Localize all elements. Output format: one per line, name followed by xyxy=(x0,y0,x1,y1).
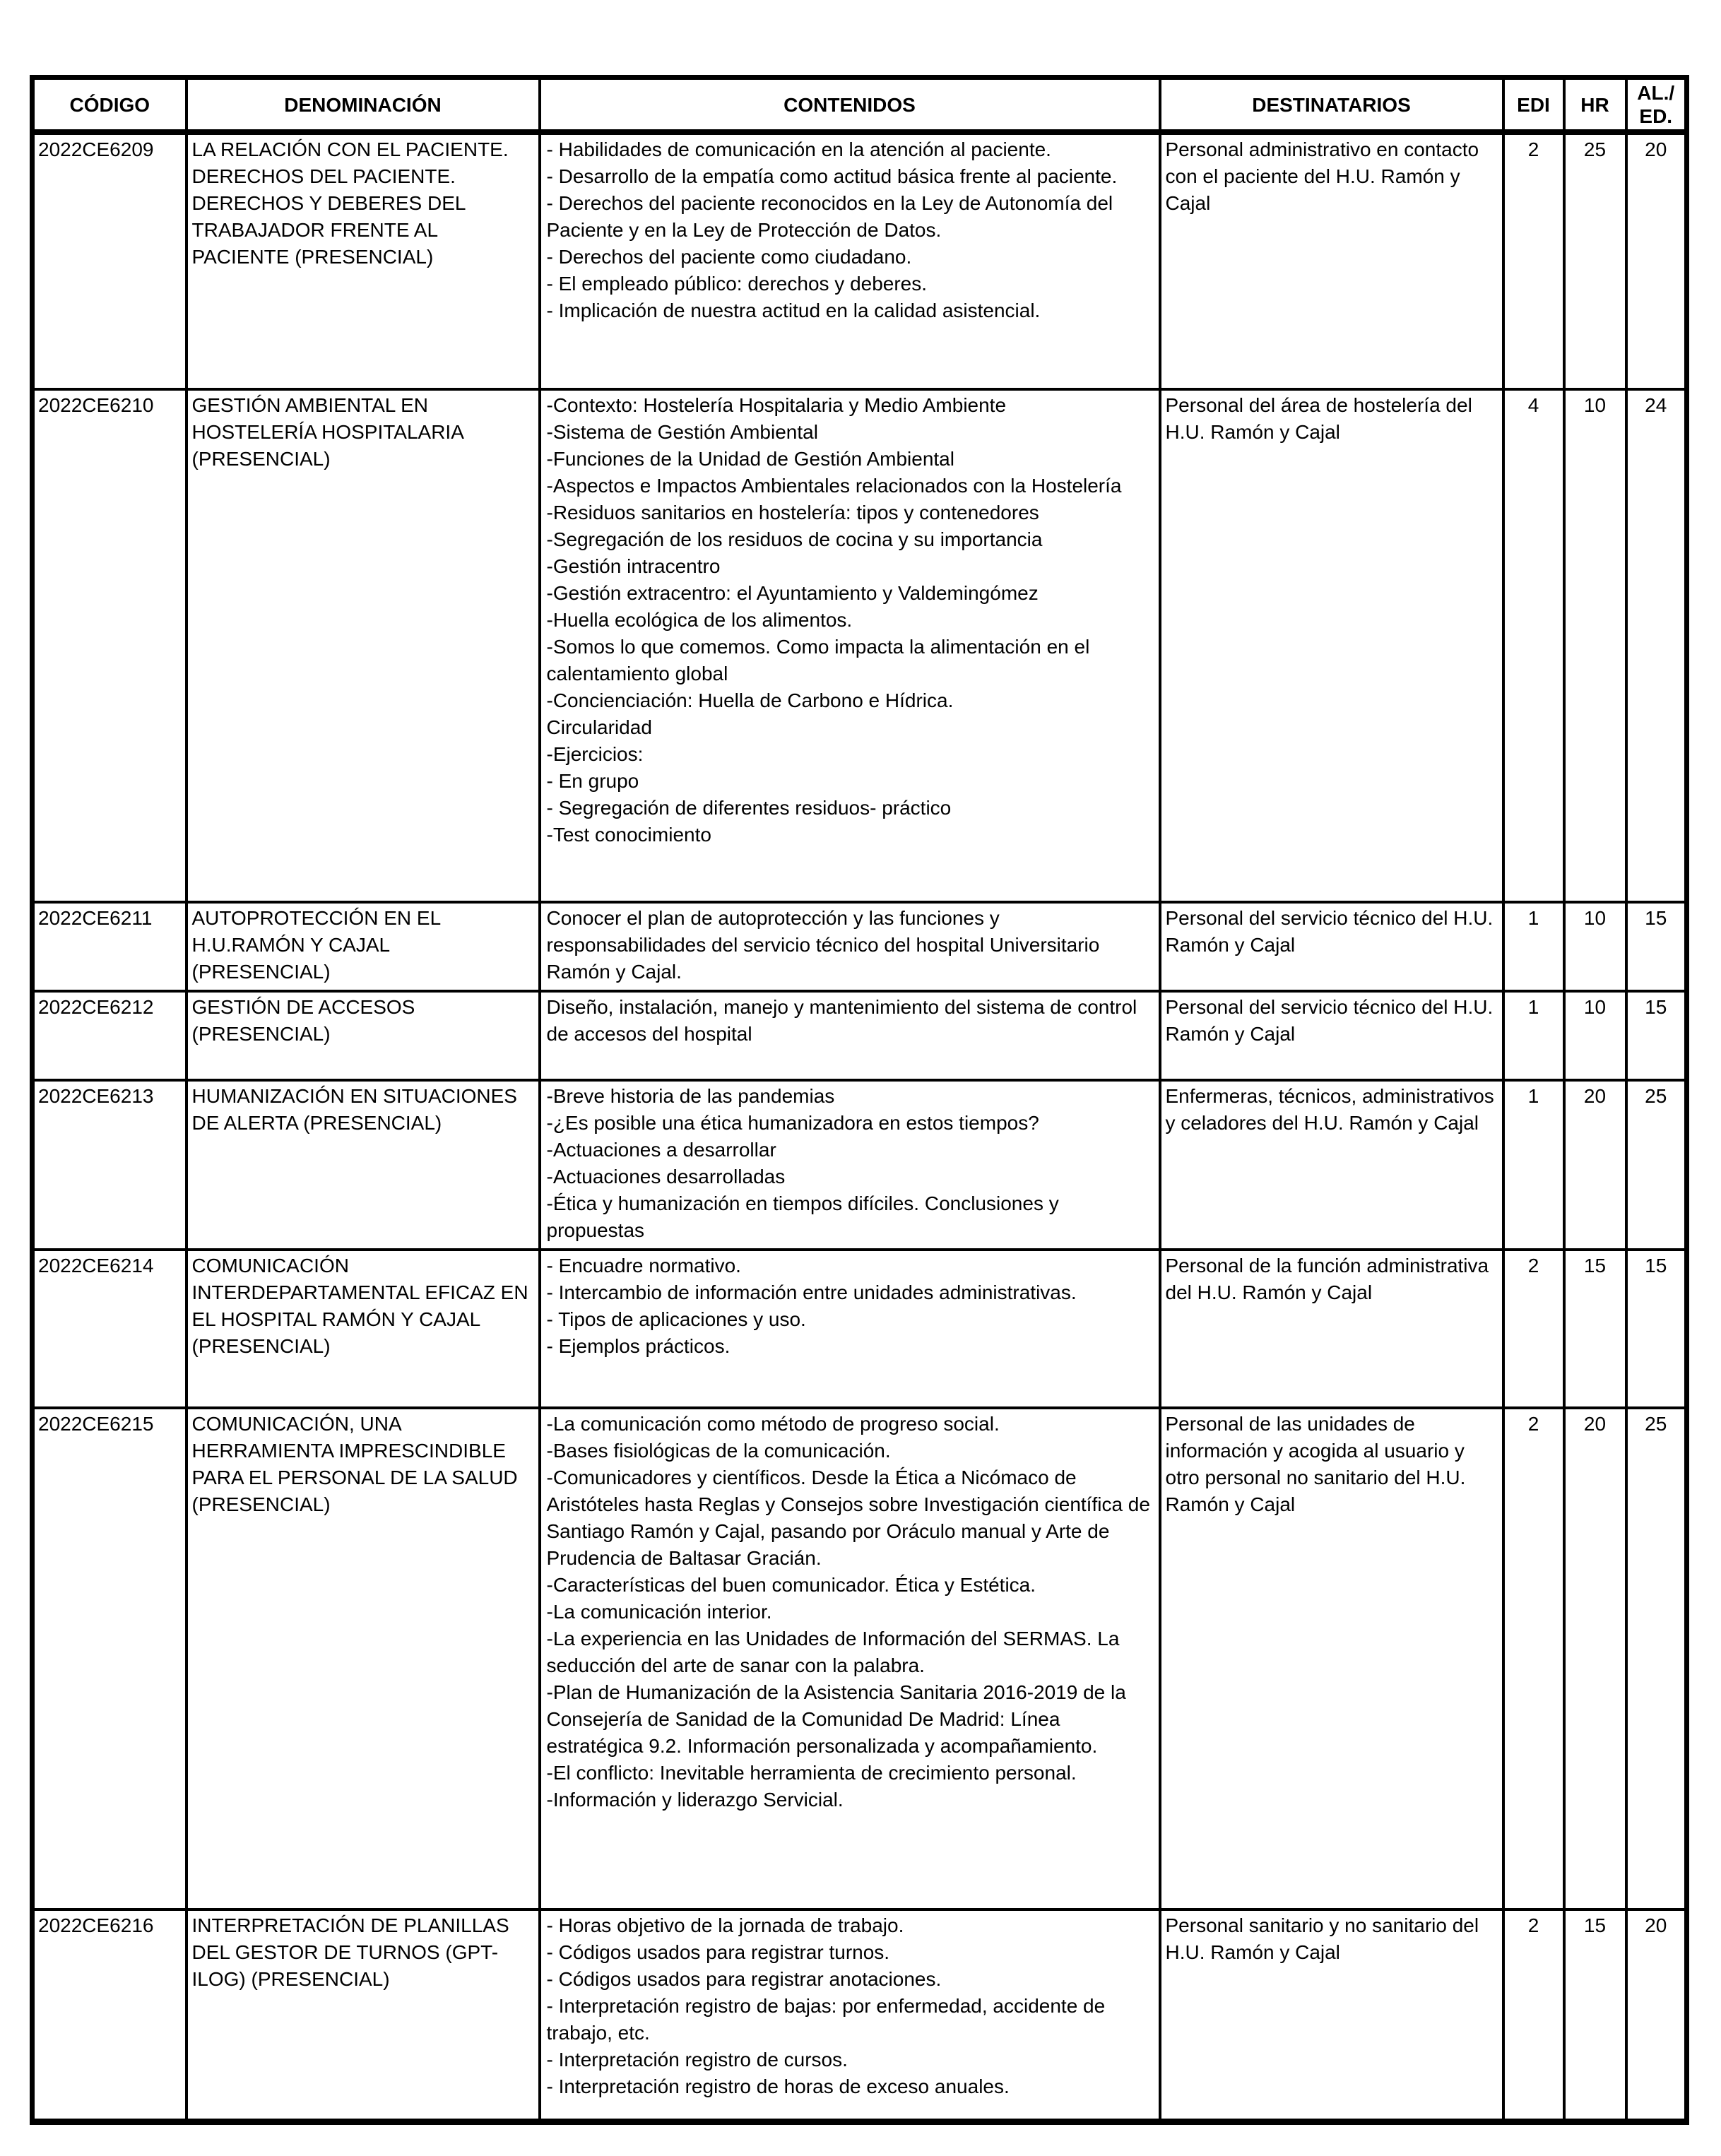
hr-cell: 20 xyxy=(1564,1080,1626,1250)
edi-cell: 1 xyxy=(1503,1080,1564,1250)
contenido-line: -Plan de Humanización de la Asistencia Sanitaria 2016-2019 de la Consejería de Sanidad de la Comunidad De Madrid: Línea estratégica 9.2. Información personalizada y acompañamiento. xyxy=(546,1681,1126,1757)
contenido-line: -Residuos sanitarios en hostelería: tipos y contenedores xyxy=(546,502,1039,523)
hr-cell: 10 xyxy=(1564,991,1626,1080)
table-row xyxy=(32,132,1687,389)
contenido-line: -Huella ecológica de los alimentos. xyxy=(546,609,853,631)
al-ed-cell: 15 xyxy=(1626,991,1687,1080)
contenido-line: Conocer el plan de autoprotección y las funciones y responsabilidades del servicio técnico del hospital Universitario Ramón y Cajal. xyxy=(546,907,1100,983)
contenido-line: - Desarrollo de la empatía como actitud básica frente al paciente. xyxy=(546,165,1118,187)
contenido-line: - En grupo xyxy=(546,770,639,792)
codigo-cell: 2022CE6213 xyxy=(32,1080,187,1250)
contenido-line: -Gestión extracentro: el Ayuntamiento y Valdemingómez xyxy=(546,582,1039,604)
edi-cell: 2 xyxy=(1503,1250,1564,1408)
contenidos-cell xyxy=(540,902,1160,991)
hr-cell: 20 xyxy=(1564,1408,1626,1909)
hr-cell: 25 xyxy=(1564,132,1626,389)
contenido-line: - Segregación de diferentes residuos- práctico xyxy=(546,797,952,819)
contenido-line: -Segregación de los residuos de cocina y su importancia xyxy=(546,528,1043,550)
edi-cell: 1 xyxy=(1503,991,1564,1080)
contenido-line: -Ética y humanización en tiempos difíciles. Conclusiones y propuestas xyxy=(546,1192,1059,1241)
contenido-line: -Gestión intracentro xyxy=(546,555,721,577)
destinatarios-cell: Enfermeras, técnicos, administrativos y celadores del H.U. Ramón y Cajal xyxy=(1160,1080,1503,1250)
contenido-line: - Encuadre normativo. xyxy=(546,1255,741,1277)
edi-cell: 4 xyxy=(1503,389,1564,902)
hr-cell: 10 xyxy=(1564,902,1626,991)
edi-cell: 2 xyxy=(1503,1909,1564,2121)
header-hr: HR xyxy=(1564,78,1626,133)
codigo-cell: 2022CE6209 xyxy=(32,132,187,389)
contenido-line: -Comunicadores y científicos. Desde la Ética a Nicómaco de Aristóteles hasta Reglas y Consejos sobre Investigación científica de Santiago Ramón y Cajal, pasando por Oráculo manual y Arte de Prudencia de Baltasar Gracián. xyxy=(546,1467,1150,1569)
table-row xyxy=(32,389,1687,902)
denominacion-cell: INTERPRETACIÓN DE PLANILLAS DEL GESTOR DE TURNOS (GPT-ILOG) (PRESENCIAL) xyxy=(187,1909,540,2121)
header-al-ed: AL./ ED. xyxy=(1626,78,1687,133)
contenido-line: - Derechos del paciente reconocidos en la Ley de Autonomía del Paciente y en la Ley de Protección de Datos. xyxy=(546,192,1113,241)
contenido-line: -Contexto: Hostelería Hospitalaria y Medio Ambiente xyxy=(546,394,1007,416)
contenido-line: - Códigos usados para registrar anotaciones. xyxy=(546,1968,942,1990)
edi-cell: 1 xyxy=(1503,902,1564,991)
denominacion-cell: COMUNICACIÓN INTERDEPARTAMENTAL EFICAZ EN EL HOSPITAL RAMÓN Y CAJAL (PRESENCIAL) xyxy=(187,1250,540,1408)
contenido-line: - Implicación de nuestra actitud en la calidad asistencial. xyxy=(546,300,1041,321)
contenido-line: -Información y liderazgo Servicial. xyxy=(546,1789,844,1811)
codigo-cell: 2022CE6210 xyxy=(32,389,187,902)
denominacion-cell: COMUNICACIÓN, UNA HERRAMIENTA IMPRESCINDIBLE PARA EL PERSONAL DE LA SALUD (PRESENCIAL) xyxy=(187,1408,540,1909)
contenido-line: -¿Es posible una ética humanizadora en estos tiempos? xyxy=(546,1112,1039,1134)
hr-cell: 15 xyxy=(1564,1250,1626,1408)
course-table-body xyxy=(32,132,1687,2121)
contenido-line: - Intercambio de información entre unidades administrativas. xyxy=(546,1281,1077,1303)
contenido-line: - Habilidades de comunicación en la atención al paciente. xyxy=(546,138,1051,160)
edi-cell: 2 xyxy=(1503,1408,1564,1909)
table-row xyxy=(32,1909,1687,2121)
denominacion-cell: GESTIÓN AMBIENTAL EN HOSTELERÍA HOSPITALARIA (PRESENCIAL) xyxy=(187,389,540,902)
denominacion-cell: HUMANIZACIÓN EN SITUACIONES DE ALERTA (PRESENCIAL) xyxy=(187,1080,540,1250)
destinatarios-cell: Personal del área de hostelería del H.U. Ramón y Cajal xyxy=(1160,389,1503,902)
codigo-cell: 2022CE6211 xyxy=(32,902,187,991)
contenido-line: -Actuaciones desarrolladas xyxy=(546,1166,786,1187)
destinatarios-cell: Personal de las unidades de información y acogida al usuario y otro personal no sanitario del H.U. Ramón y Cajal xyxy=(1160,1408,1503,1909)
denominacion-cell: GESTIÓN DE ACCESOS (PRESENCIAL) xyxy=(187,991,540,1080)
al-ed-cell: 25 xyxy=(1626,1408,1687,1909)
table-row xyxy=(32,991,1687,1080)
contenido-line: - Interpretación registro de bajas: por enfermedad, accidente de trabajo, etc. xyxy=(546,1995,1106,2044)
contenido-line: -La comunicación interior. xyxy=(546,1601,772,1623)
header-row xyxy=(32,78,1687,133)
destinatarios-cell: Personal sanitario y no sanitario del H.U. Ramón y Cajal xyxy=(1160,1909,1503,2121)
contenido-line: - El empleado público: derechos y deberes. xyxy=(546,273,928,295)
table-header xyxy=(32,78,1687,133)
contenido-line: -Ejercicios: xyxy=(546,743,644,765)
contenido-line: - Derechos del paciente como ciudadano. xyxy=(546,246,912,268)
header-edi: EDI xyxy=(1503,78,1564,133)
contenido-line: -Bases fisiológicas de la comunicación. xyxy=(546,1440,891,1462)
contenido-line: -La comunicación como método de progreso social. xyxy=(546,1413,1000,1435)
contenido-line: -Somos lo que comemos. Como impacta la alimentación en el calentamiento global xyxy=(546,636,1090,685)
contenido-line: Diseño, instalación, manejo y mantenimiento del sistema de control de accesos del hospital xyxy=(546,996,1137,1045)
contenido-line: -La experiencia en las Unidades de Información del SERMAS. La seducción del arte de sanar con la palabra. xyxy=(546,1628,1120,1676)
contenido-line: -Breve historia de las pandemias xyxy=(546,1085,835,1107)
contenidos-cell xyxy=(540,1080,1160,1250)
header-contenidos: CONTENIDOS xyxy=(540,78,1160,133)
contenido-line: - Ejemplos prácticos. xyxy=(546,1335,731,1357)
contenido-line: -Concienciación: Huella de Carbono e Hídrica. xyxy=(546,689,954,711)
contenidos-cell xyxy=(540,389,1160,902)
al-ed-cell: 20 xyxy=(1626,132,1687,389)
contenido-line: -Aspectos e Impactos Ambientales relacionados con la Hostelería xyxy=(546,475,1122,497)
contenidos-cell xyxy=(540,1909,1160,2121)
destinatarios-cell: Personal de la función administrativa del H.U. Ramón y Cajal xyxy=(1160,1250,1503,1408)
contenido-line: - Interpretación registro de cursos. xyxy=(546,2049,848,2071)
contenido-line: - Códigos usados para registrar turnos. xyxy=(546,1941,890,1963)
contenido-line: -El conflicto: Inevitable herramienta de crecimiento personal. xyxy=(546,1762,1077,1784)
header-codigo: CÓDIGO xyxy=(32,78,187,133)
al-ed-cell: 24 xyxy=(1626,389,1687,902)
contenido-line: -Funciones de la Unidad de Gestión Ambiental xyxy=(546,448,954,470)
table-row xyxy=(32,1080,1687,1250)
contenido-line: - Interpretación registro de horas de exceso anuales. xyxy=(546,2075,1010,2097)
contenido-line: -Características del buen comunicador. Ética y Estética. xyxy=(546,1574,1036,1596)
contenidos-cell xyxy=(540,991,1160,1080)
codigo-cell: 2022CE6214 xyxy=(32,1250,187,1408)
denominacion-cell: AUTOPROTECCIÓN EN EL H.U.RAMÓN Y CAJAL (PRESENCIAL) xyxy=(187,902,540,991)
al-ed-cell: 15 xyxy=(1626,1250,1687,1408)
contenido-line: -Sistema de Gestión Ambiental xyxy=(546,421,818,443)
contenido-line: -Test conocimiento xyxy=(546,824,711,846)
course-table xyxy=(30,75,1689,2125)
contenidos-cell xyxy=(540,132,1160,389)
al-ed-cell: 15 xyxy=(1626,902,1687,991)
codigo-cell: 2022CE6215 xyxy=(32,1408,187,1909)
destinatarios-cell: Personal del servicio técnico del H.U. Ramón y Cajal xyxy=(1160,991,1503,1080)
contenido-line: - Horas objetivo de la jornada de trabajo. xyxy=(546,1914,904,1936)
codigo-cell: 2022CE6216 xyxy=(32,1909,187,2121)
destinatarios-cell: Personal del servicio técnico del H.U. Ramón y Cajal xyxy=(1160,902,1503,991)
contenido-line: - Tipos de aplicaciones y uso. xyxy=(546,1308,806,1330)
al-ed-cell: 25 xyxy=(1626,1080,1687,1250)
al-ed-cell: 20 xyxy=(1626,1909,1687,2121)
contenidos-cell xyxy=(540,1250,1160,1408)
contenidos-cell xyxy=(540,1408,1160,1909)
denominacion-cell: LA RELACIÓN CON EL PACIENTE. DERECHOS DEL PACIENTE. DERECHOS Y DEBERES DEL TRABAJADOR FRENTE AL PACIENTE (PRESENCIAL) xyxy=(187,132,540,389)
contenido-line: Circularidad xyxy=(546,716,652,738)
codigo-cell: 2022CE6212 xyxy=(32,991,187,1080)
header-denominacion: DENOMINACIÓN xyxy=(187,78,540,133)
edi-cell: 2 xyxy=(1503,132,1564,389)
hr-cell: 10 xyxy=(1564,389,1626,902)
hr-cell: 15 xyxy=(1564,1909,1626,2121)
header-destinatarios: DESTINATARIOS xyxy=(1160,78,1503,133)
destinatarios-cell: Personal administrativo en contacto con el paciente del H.U. Ramón y Cajal xyxy=(1160,132,1503,389)
table-row xyxy=(32,1250,1687,1408)
table-row xyxy=(32,1408,1687,1909)
table-row xyxy=(32,902,1687,991)
contenido-line: -Actuaciones a desarrollar xyxy=(546,1139,776,1161)
